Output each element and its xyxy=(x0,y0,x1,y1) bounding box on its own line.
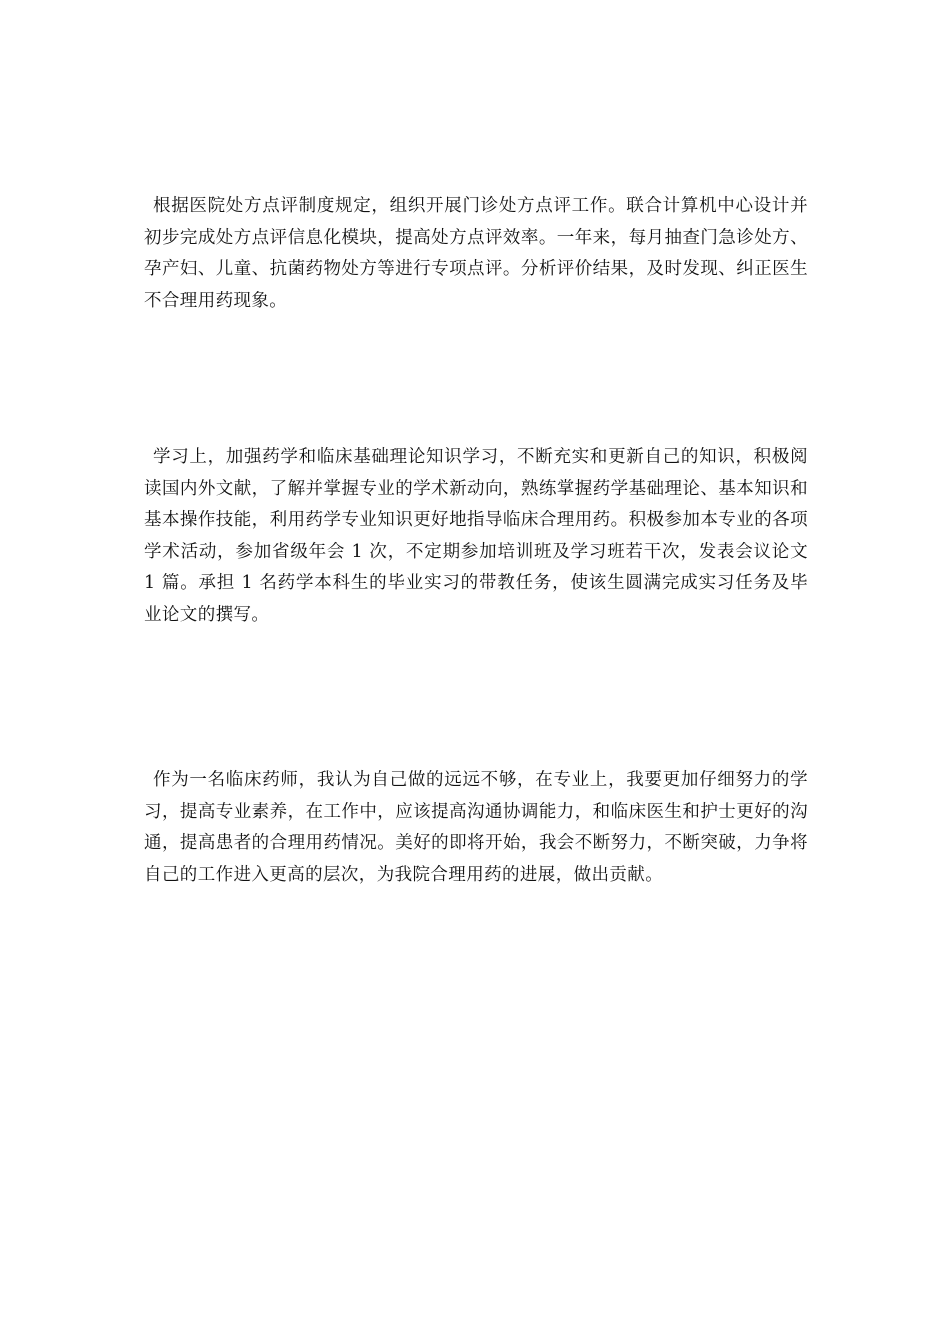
paragraph-prescription-review: 根据医院处方点评制度规定，组织开展门诊处方点评工作。联合计算机中心设计并初步完成处方点评信息化模块，提高处方点评效率。一年来，每月抽查门急诊处方、孕产妇、儿童、抗菌药物处方等进行专项点评。分析评价结果，及时发现、纠正医生不合理用药现象。 xyxy=(144,196,808,311)
paragraph-outlook: 作为一名临床药师，我认为自己做的远远不够，在专业上，我要更加仔细努力的学习，提高专业素养，在工作中，应该提高沟通协调能力，和临床医生和护士更好的沟通，提高患者的合理用药情况。美好的即将开始，我会不断努力，不断突破，力争将自己的工作进入更高的层次，为我院合理用药的进展，做出贡献。 xyxy=(144,770,808,885)
paragraph-study: 学习上，加强药学和临床基础理论知识学习，不断充实和更新自己的知识，积极阅读国内外文献，了解并掌握专业的学术新动向，熟练掌握药学基础理论、基本知识和基本操作技能，利用药学专业知识更好地指导临床合理用药。积极参加本专业的各项学术活动，参加省级年会 1 次，不定期参加培训班及学习班若干次，发表会议论文 1 篇。承担 1 名药学本科生的毕业实习的带教任务，使该生圆满完成实习任务及毕业论文的撰写。 xyxy=(144,447,808,625)
